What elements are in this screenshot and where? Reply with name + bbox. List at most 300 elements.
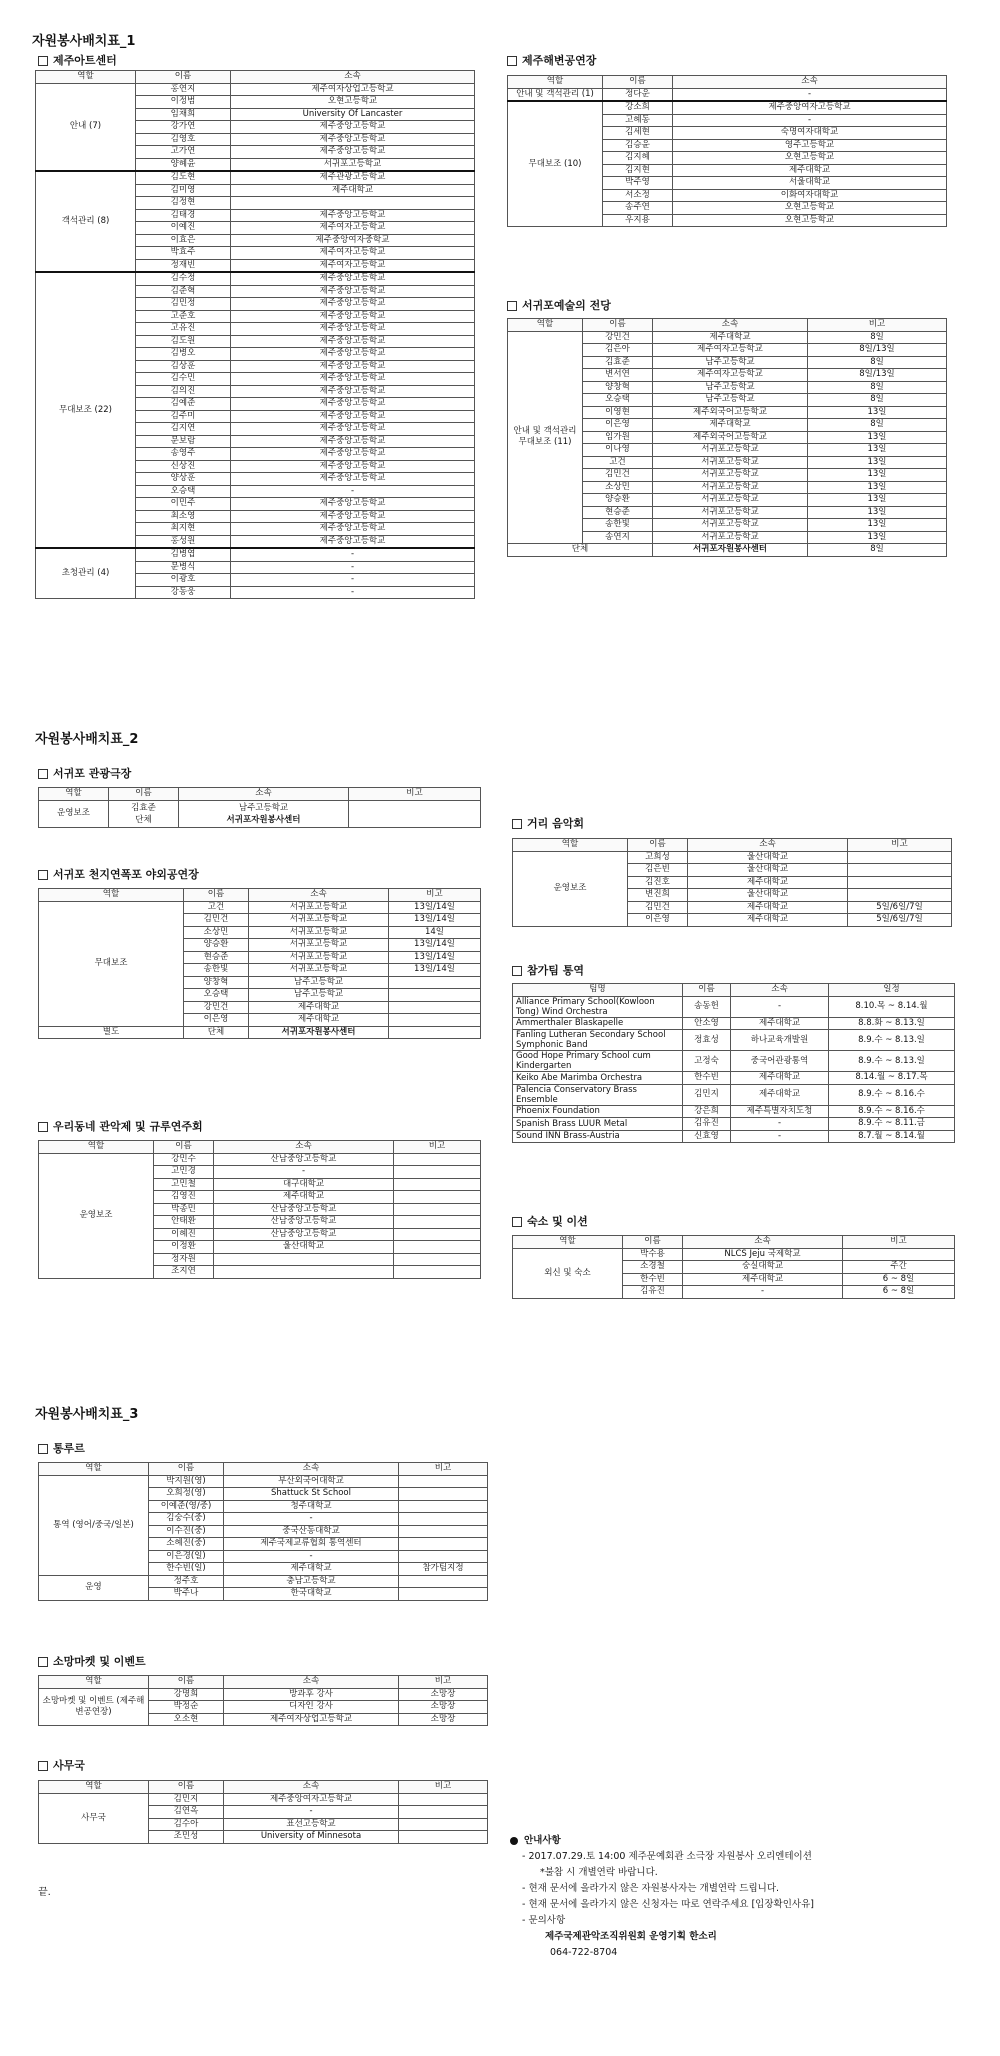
table-cell: 서귀포고등학교 <box>249 951 389 964</box>
table-cell: 울산대학교 <box>688 851 848 864</box>
table-row <box>513 1248 955 1261</box>
table-cell: 제주여자상업고등학교 <box>224 1713 399 1726</box>
cell-affil: 서울대학교 <box>673 177 947 190</box>
table-cell: - <box>731 1118 829 1131</box>
cell-role: 안내 및 객석관리 무대보조 (11) <box>508 331 583 544</box>
cell-name: 김승윤 <box>603 139 673 152</box>
cell-name: 김효준 단체 <box>109 800 179 827</box>
cell-name: 이은영 <box>628 914 688 927</box>
table-cell: 소망장 <box>399 1701 488 1714</box>
table-cell: 강은희 <box>683 1105 731 1118</box>
table-cell: 단체 <box>184 1026 249 1039</box>
section-title-lodging: 숙소 및 이션 <box>512 1213 588 1229</box>
table-cell: 14일 <box>389 926 481 939</box>
table-cell: 제주대학교 <box>683 1273 843 1286</box>
cell-role: 운영보조 <box>39 800 109 827</box>
checkbox-icon <box>512 819 522 829</box>
table-cheonjiyeon: 역할 이름 소속 비고 무대보조 고건 서귀포고등학교 13일/14일 김민건 서귀포고등학교 13일/14일 소상민 서귀포고등학교 14일 양승환 서귀포고등학교 13일/14일 현승준 서귀포고등학교 13일/14일 송한빛 서귀포고등학교 13일/14일 양창혁 남주고등학교 오승택 남주고등학교 강민건 제주대학교 이은영 제주대학교 별도 단체 서귀포자원봉사센터 <box>38 888 481 1039</box>
table-cell: 13일 <box>808 456 947 469</box>
cell-name: 김효준 <box>583 356 653 369</box>
cell-affil: 제주중앙고등학교 <box>231 373 475 386</box>
cell-affil: 제주여자고등학교 <box>231 247 475 260</box>
table-cell <box>399 1588 488 1601</box>
cell-role: 별도 <box>39 1026 184 1039</box>
cell-name: 고민경 <box>154 1166 214 1179</box>
table-cell: 제주국제교류협회 통역센터 <box>224 1538 399 1551</box>
cell-affil: 제주중앙고등학교 <box>231 498 475 511</box>
table-cell <box>848 889 952 902</box>
cell-name: 정자원 <box>154 1253 214 1266</box>
table-cell: 6 ~ 8일 <box>843 1286 955 1299</box>
cell-affil: 서귀포고등학교 <box>231 158 475 171</box>
table-cell: 제주외국어고등학교 <box>653 406 808 419</box>
cell-team: Ammerthaler Blaskapelle <box>513 1017 683 1030</box>
cell-affil <box>231 197 475 210</box>
cell-name: 현승준 <box>583 506 653 519</box>
table-cell: 8.9.수 ~ 8.11.금 <box>829 1118 955 1131</box>
table-cell: - <box>683 1286 843 1299</box>
cell-team: Sound INN Brass-Austria <box>513 1130 683 1143</box>
cell-name: 문보람 <box>136 435 231 448</box>
table-cell: 서귀포고등학교 <box>249 914 389 927</box>
cell-affil: 제주중앙고등학교 <box>231 272 475 285</box>
table-row <box>508 101 947 114</box>
cell-name: 양창혁 <box>184 976 249 989</box>
table-row <box>36 548 475 561</box>
cell-name: 김도원 <box>136 335 231 348</box>
checkbox-icon <box>507 301 517 311</box>
cell-name: 송한빛 <box>583 519 653 532</box>
cell-name: 오승택 <box>184 989 249 1002</box>
table-row <box>513 1130 955 1143</box>
heading-2: 자원봉사배치표_2 <box>35 732 139 747</box>
table-cell: 서귀포고등학교 <box>653 506 808 519</box>
table-cell: 8일 <box>808 356 947 369</box>
table-cell <box>389 1014 481 1027</box>
cell-name: 최지현 <box>136 523 231 536</box>
table-cell: 제주특별자치도청 <box>731 1105 829 1118</box>
table-cell: 서귀포고등학교 <box>249 926 389 939</box>
cell-name: 김준혁 <box>136 285 231 298</box>
table-cell: 8.7.월 ~ 8.14.월 <box>829 1130 955 1143</box>
table-cell: 소망장 <box>399 1688 488 1701</box>
cell-name: 강명희 <box>149 1688 224 1701</box>
cell-name: 고혜동 <box>603 114 673 127</box>
table-row <box>36 83 475 96</box>
table-cell: 신효영 <box>683 1130 731 1143</box>
cell-name: 이수진(중) <box>149 1525 224 1538</box>
cell-name: 문병식 <box>136 561 231 574</box>
notice-line: - 2017.07.29.토 14:00 제주문예회관 소극장 자원봉사 오리엔테이션 <box>522 1851 812 1862</box>
checkbox-icon <box>38 1122 48 1132</box>
table-cell: 제주대학교 <box>653 419 808 432</box>
table-cell <box>399 1538 488 1551</box>
cell-name: 김유진 <box>623 1286 683 1299</box>
table-cell <box>394 1178 481 1191</box>
checkbox-icon <box>38 1761 48 1771</box>
cell-name: 양혜윤 <box>136 158 231 171</box>
table-cell: 산남중앙고등학교 <box>214 1216 394 1229</box>
table-cell <box>399 1488 488 1501</box>
cell-name: 강민건 <box>184 1001 249 1014</box>
checkbox-icon <box>507 56 517 66</box>
table-cell: 13일/14일 <box>389 951 481 964</box>
cell-name: 박주영 <box>603 177 673 190</box>
cell-name: 강가연 <box>136 121 231 134</box>
cell-name: 현승준 <box>184 951 249 964</box>
notice-line: *불참 시 개별연락 바랍니다. <box>540 1867 658 1878</box>
table-cell <box>399 1513 488 1526</box>
cell-affil: 제주중앙고등학교 <box>231 323 475 336</box>
table-row <box>513 1105 955 1118</box>
cell-name: 강동웅 <box>136 586 231 599</box>
cell-affil: 제주중앙여자중학교 <box>231 234 475 247</box>
cell-name: 김주미 <box>136 410 231 423</box>
table-cell: 산남중앙고등학교 <box>214 1228 394 1241</box>
cell-name: 이예준(영/중) <box>149 1500 224 1513</box>
cell-team: Palencia Conservatory Brass Ensemble <box>513 1084 683 1105</box>
cell-name: 강민수 <box>154 1153 214 1166</box>
cell-affil: 오현고등학교 <box>673 202 947 215</box>
cell-name: 양창혁 <box>583 381 653 394</box>
table-cell: 산남중앙고등학교 <box>214 1153 394 1166</box>
table-cell: - <box>214 1166 394 1179</box>
notice-block <box>510 1833 814 1961</box>
table-cell <box>394 1166 481 1179</box>
table-cell: 13일 <box>808 444 947 457</box>
cell-name: 홍성원 <box>136 535 231 548</box>
cell-name: 이은경(일) <box>149 1550 224 1563</box>
table-cell: 서귀포고등학교 <box>249 901 389 914</box>
notice-line: - 현재 문서에 올라가지 않은 자원봉사자는 개별연락 드립니다. <box>522 1883 780 1894</box>
cell-name: 김지혜 <box>603 152 673 165</box>
table-cell <box>394 1253 481 1266</box>
cell-affil: 제주중앙고등학교 <box>231 535 475 548</box>
cell-name: 서소정 <box>603 189 673 202</box>
cell-name: 한수빈 <box>623 1273 683 1286</box>
table-cell: 8일 <box>808 394 947 407</box>
table-cell: 제주대학교 <box>688 876 848 889</box>
table-cell <box>399 1806 488 1819</box>
cell-name: 박주나 <box>149 1588 224 1601</box>
table-cell: - <box>731 1130 829 1143</box>
cell-role: 초청관리 (4) <box>36 548 136 599</box>
table-cell: 제주여자고등학교 <box>653 344 808 357</box>
cell-name: 양상훈 <box>136 473 231 486</box>
table-cell <box>399 1575 488 1588</box>
cell-name: 김진호 <box>628 876 688 889</box>
table-row <box>39 1575 488 1588</box>
table-cell: 김유진 <box>683 1118 731 1131</box>
cell-affil: 제주중앙고등학교 <box>231 423 475 436</box>
table-cell: 8.9.수 ~ 8.16.수 <box>829 1084 955 1105</box>
cell-name: 고건 <box>184 901 249 914</box>
table-cell: 8.10.목 ~ 8.14.월 <box>829 996 955 1017</box>
table-cell: 제주대학교 <box>653 331 808 344</box>
cell-affil: 제주중앙고등학교 <box>231 209 475 222</box>
cell-name: 박수용 <box>623 1248 683 1261</box>
cell-affil: University Of Lancaster <box>231 108 475 121</box>
section-title-beach-stage: 제주해변공연장 <box>507 52 596 68</box>
table-office: 역할 이름 소속 비고 사무국 김민지 제주중앙여자고등학교 김연옥 - 김수아 표선고등학교 조민성 University of Minnesota <box>38 1780 488 1844</box>
table-row <box>513 996 955 1017</box>
table-cell: 6 ~ 8일 <box>843 1273 955 1286</box>
cell-name: 박종민 <box>154 1203 214 1216</box>
table-row <box>513 1072 955 1085</box>
cell-affil: 제주중앙고등학교 <box>231 473 475 486</box>
cell-name: 우지용 <box>603 214 673 227</box>
cell-affil: 제주관광고등학교 <box>231 171 475 184</box>
table-cell: 13일/14일 <box>389 964 481 977</box>
cell-name: 김도현 <box>136 171 231 184</box>
cell-role: 소망마켓 및 이벤트 (제주해변공연장) <box>39 1688 149 1726</box>
notice-contact: 제주국제관악조직위원회 운영기획 한소리 <box>545 1931 717 1942</box>
notice-title: 안내사항 <box>524 1835 561 1846</box>
cell-name: 김의진 <box>136 385 231 398</box>
table-cell: 5일/6일/7일 <box>848 901 952 914</box>
table-cell: 중국산동대학교 <box>224 1525 399 1538</box>
table-cell: 제주대학교 <box>688 901 848 914</box>
section-title-arts-hall: 서귀포예술의 전당 <box>507 297 611 313</box>
cell-affil: 제주중앙고등학교 <box>231 121 475 134</box>
cell-affil: 제주중앙여자고등학교 <box>673 101 947 114</box>
cell-name: 김세현 <box>603 127 673 140</box>
cell-affil: 제주중앙고등학교 <box>231 435 475 448</box>
cell-affil: 제주중앙고등학교 <box>231 398 475 411</box>
cell-name: 김태경 <box>136 209 231 222</box>
cell-name: 오소현 <box>149 1713 224 1726</box>
cell-affil: - <box>231 485 475 498</box>
checkbox-icon <box>38 769 48 779</box>
cell-affil: 제주중앙고등학교 <box>231 460 475 473</box>
cell-affil: - <box>673 88 947 101</box>
cell-name: 김민건 <box>628 901 688 914</box>
cell-name: 김수정 <box>136 272 231 285</box>
table-cell: 제주대학교 <box>249 1014 389 1027</box>
table-cell <box>214 1253 394 1266</box>
table-cell: 대구대학교 <box>214 1178 394 1191</box>
table-cell: 8일 <box>808 381 947 394</box>
cell-name: 박정순 <box>149 1701 224 1714</box>
cell-name: 김지연 <box>136 423 231 436</box>
table-cell <box>843 1248 955 1261</box>
cell-team: Keiko Abe Marimba Orchestra <box>513 1072 683 1085</box>
table-tourist-theater: 역할 이름 소속 비고 운영보조 김효준 단체 남주고등학교 서귀포자원봉사센터 <box>38 787 481 828</box>
table-cell: 중국어관광통역 <box>731 1051 829 1072</box>
table-row <box>39 1153 481 1166</box>
table-cell <box>848 876 952 889</box>
table-row <box>508 331 947 344</box>
cell-affil: - <box>231 561 475 574</box>
cell-affil: 제주중앙고등학교 <box>231 298 475 311</box>
table-cell: 5일/6일/7일 <box>848 914 952 927</box>
cell-name: 고희성 <box>628 851 688 864</box>
table-cell: 남주고등학교 <box>653 381 808 394</box>
cell-name: 김상훈 <box>136 360 231 373</box>
table-cell: 서귀포고등학교 <box>653 444 808 457</box>
cell-name: 조지연 <box>154 1266 214 1279</box>
table-cell: 한국대학교 <box>224 1588 399 1601</box>
cell-name: 이은영 <box>184 1014 249 1027</box>
cell-affil: 제주중앙고등학교 <box>231 133 475 146</box>
table-row <box>39 1793 488 1806</box>
table-cell: 남주고등학교 <box>653 394 808 407</box>
cell-role: 객석관리 (8) <box>36 171 136 272</box>
cell-name: 안태환 <box>154 1216 214 1229</box>
cell-name: 조민성 <box>149 1831 224 1844</box>
cell-name: 이영현 <box>583 406 653 419</box>
table-cell: 디자인 강사 <box>224 1701 399 1714</box>
table-cell: 제주대학교 <box>688 914 848 927</box>
table-interpreters: 역할 이름 소속 비고 통역 (영어/중국/일본) 박지원(영) 부산외국어대학교 오희정(영) Shattuck St School 이예준(영/중) 청주대학교 김숭수(중) - 이수진(중) 중국산동대학교 소혜진(중) 제주국제교류협회 통역센터 이은경(일) - 한수빈(일) 제주대학교 참가팀지정 운영 정주호 충남고등학교 박주나 한국대학교 <box>38 1462 488 1601</box>
checkbox-icon <box>38 1657 48 1667</box>
table-interpretation: 팀명 이름 소속 일정 Alliance Primary School(Kowloon Tong) Wind Orchestra 송동헌 - 8.10.목 ~ 8.14.월 Ammerthaler Blaskapelle 안소영 제주대학교 8.8.화 ~ 8.13.일 Fanling Lutheran Secondary School Symphonic Band 정효성 하나교육개발원 8.9.수 ~ 8.13.일 Good Hope Primary School cum Kindergarten 고정숙 중국어관광통역 8.9.수 ~ 8.13.일 Keiko Abe Marimba Orchestra 한수빈 제주대학교 8.14.월 ~ 8.17.목 Palencia Conservatory Brass Ensemble 김민지 제주대학교 8.9.수 ~ 8.16.수 Phoenix Foundation 강은희 제주특별자치도청 8.9.수 ~ 8.16.수 Spanish Brass LUUR Metal 김유진 - 8.9.수 ~ 8.11.금 Sound INN Brass-Austria 신효영 - 8.7.월 ~ 8.14.월 <box>512 983 955 1143</box>
cell-role: 무대보조 (10) <box>508 101 603 227</box>
table-row <box>39 1475 488 1488</box>
cell-name: 김병오 <box>136 348 231 361</box>
table-cell: 8.9.수 ~ 8.13.일 <box>829 1030 955 1051</box>
cell-name: 송한빛 <box>184 964 249 977</box>
table-row <box>508 544 947 557</box>
cell-affil: 제주중앙고등학교 <box>231 510 475 523</box>
table-cell: 제주대학교 <box>731 1017 829 1030</box>
table-row <box>39 1026 481 1039</box>
cell-affil: - <box>231 548 475 561</box>
checkbox-icon <box>38 870 48 880</box>
cell-name: 송연지 <box>583 531 653 544</box>
cell-name: 한수빈(일) <box>149 1563 224 1576</box>
cell-name: 고민철 <box>154 1178 214 1191</box>
table-cell: 남주고등학교 <box>249 976 389 989</box>
cell-name: 소상민 <box>184 926 249 939</box>
checkbox-icon <box>512 966 522 976</box>
cell-name: 김정현 <box>136 197 231 210</box>
cell-affil: 오현고등학교 <box>231 96 475 109</box>
table-cell <box>399 1831 488 1844</box>
cell-affil: 제주중앙고등학교 <box>231 410 475 423</box>
table-row <box>39 1688 488 1701</box>
table-cell: 13일 <box>808 531 947 544</box>
cell-name: 정다운 <box>603 88 673 101</box>
cell-name: 소혜진(중) <box>149 1538 224 1551</box>
table-cell <box>399 1550 488 1563</box>
table-cell <box>389 976 481 989</box>
table-cell: 서귀포고등학교 <box>653 531 808 544</box>
table-cell: - <box>731 996 829 1017</box>
table-cell <box>399 1525 488 1538</box>
table-cell: 8일/13일 <box>808 344 947 357</box>
table-cell: NLCS Jeju 국제학교 <box>683 1248 843 1261</box>
cell-name: 변서연 <box>583 369 653 382</box>
table-cell: 서귀포고등학교 <box>249 964 389 977</box>
cell-role: 무대보조 <box>39 901 184 1026</box>
table-cell: 서귀포고등학교 <box>653 481 808 494</box>
end-mark: 끝. <box>38 1887 51 1898</box>
table-cell: 제주대학교 <box>731 1072 829 1085</box>
cell-affil: 제주중앙고등학교 <box>231 448 475 461</box>
table-cell: 울산대학교 <box>688 889 848 902</box>
table-row <box>513 1084 955 1105</box>
cell-name: 김민건 <box>583 469 653 482</box>
cell-name: 김연옥 <box>149 1806 224 1819</box>
table-cell: 김민지 <box>683 1084 731 1105</box>
cell-role: 단체 <box>508 544 653 557</box>
table-cell: 8.8.화 ~ 8.13.일 <box>829 1017 955 1030</box>
table-cell: - <box>224 1806 399 1819</box>
cell-name: 정재빈 <box>136 259 231 272</box>
cell-name: 강민건 <box>583 331 653 344</box>
cell-name: 김미영 <box>136 184 231 197</box>
table-beach-stage: 역할 이름 소속 안내 및 객석관리 (1) 정다운 - 무대보조 (10) 강소희 제주중앙여자고등학교 고혜동 - 김세현 숙명여자대학교 김승윤 영주고등학교 김지혜 오현고등학교 김지현 제주대학교 박주영 서울대학교 서소정 이화여자대학교 송주연 오현고등학교 우지용 오현고등학교 <box>507 75 947 227</box>
table-cell: 13일 <box>808 431 947 444</box>
cell-team: Alliance Primary School(Kowloon Tong) Wind Orchestra <box>513 996 683 1017</box>
table-cell: - <box>224 1550 399 1563</box>
cell-name: 김수민 <box>136 373 231 386</box>
table-cell: 남주고등학교 <box>653 356 808 369</box>
cell-affil: 숙명여자대학교 <box>673 127 947 140</box>
table-cell: 제주대학교 <box>224 1563 399 1576</box>
cell-name: 김수아 <box>149 1818 224 1831</box>
table-cell <box>399 1500 488 1513</box>
cell-affil: 제주중앙고등학교 <box>231 348 475 361</box>
table-cell: 서귀포고등학교 <box>653 494 808 507</box>
checkbox-icon <box>512 1217 522 1227</box>
table-cell: - <box>224 1513 399 1526</box>
cell-affil: 오현고등학교 <box>673 152 947 165</box>
heading-3: 자원봉사배치표_3 <box>35 1407 139 1422</box>
table-cell: 참가팀지정 <box>399 1563 488 1576</box>
cell-role: 사무국 <box>39 1793 149 1843</box>
table-cell <box>389 989 481 1002</box>
section-title-art-center: 제주아트센터 <box>38 52 117 68</box>
table-cell: 청주대학교 <box>224 1500 399 1513</box>
section-title-interpreters: 통루르 <box>38 1440 85 1456</box>
table-cell: 소망장 <box>399 1713 488 1726</box>
table-cell: 13일 <box>808 519 947 532</box>
table-cell: 고정숙 <box>683 1051 731 1072</box>
table-cell <box>394 1228 481 1241</box>
table-cell: 8일 <box>808 419 947 432</box>
section-title-market: 소망마켓 및 이벤트 <box>38 1653 146 1669</box>
cell-name: 임채희 <box>136 108 231 121</box>
cell-affil: 제주중앙고등학교 <box>231 360 475 373</box>
table-cell: 13일 <box>808 494 947 507</box>
cell-name: 이예진 <box>136 222 231 235</box>
table-cell: 제주대학교 <box>249 1001 389 1014</box>
table-lodging: 역할 이름 소속 비고 외신 및 숙소 박수용 NLCS Jeju 국제학교 소경철 숭실대학교 주간 한수빈 제주대학교 6 ~ 8일 김유진 - 6 ~ 8일 <box>512 1235 955 1299</box>
cell-affil: - <box>231 586 475 599</box>
table-cell: Shattuck St School <box>224 1488 399 1501</box>
cell-name: 이정범 <box>136 96 231 109</box>
table-cell: 주간 <box>843 1261 955 1274</box>
cell-name: 고유진 <box>136 323 231 336</box>
table-cell: 제주여자고등학교 <box>653 369 808 382</box>
cell-name: 이광호 <box>136 574 231 587</box>
table-cell: 8일/13일 <box>808 369 947 382</box>
table-cell: 남주고등학교 <box>249 989 389 1002</box>
table-cell: 숭실대학교 <box>683 1261 843 1274</box>
table-cell: 서귀포자원봉사센터 <box>653 544 808 557</box>
table-cell: 서귀포고등학교 <box>653 519 808 532</box>
cell-name: 김병엽 <box>136 548 231 561</box>
cell-affil: 이화여자대학교 <box>673 189 947 202</box>
cell-role: 통역 (영어/중국/일본) <box>39 1475 149 1575</box>
table-art-center: 역할 이름 소속 안내 (7) 홍연지 제주여자상업고등학교 이정범 오현고등학교 임채희 University Of Lancaster 강가연 제주중앙고등학교 김영호 제주중앙고등학교 고가연 제주중앙고등학교 양혜윤 서귀포고등학교 객석관리 (8) 김도현 제주관광고등학교 김미영 제주대학교 김정현 김태경 제주중앙고등학교 이예진 제주여자고등학교 이효은 제주중앙여자중학교 박효주 제주여자고등학교 정재빈 제주여자고등학교 무대보조 (22) 김수정 제주중앙고등학교 김준혁 제주중앙고등학교 김민정 제주중앙고등학교 고준호 제주중앙고등학교 고유진 제주중앙고등학교 김도원 제주중앙고등학교 김병오 제주중앙고등학교 김상훈 제주중앙고등학교 김수민 제주중앙고등학교 김의진 제주중앙고등학교 김예준 제주중앙고등학교 김주미 제주중앙고등학교 김지연 제주중앙고등학교 문보람 제주중앙고등학교 송영주 제주중앙고등학교 신상진 제주중앙고등학교 양상훈 제주중앙고등학교 오승택 - 이민주 제주중앙고등학교 최소영 제주중앙고등학교 최지현 제주중앙고등학교 홍성원 제주중앙고등학교 초청관리 (4) 김병엽 - 문병식 - 이광호 - 강동웅 - <box>35 70 475 599</box>
cell-role: 운영보조 <box>513 851 628 926</box>
table-cell: 제주대학교 <box>214 1191 394 1204</box>
cell-name: 송영주 <box>136 448 231 461</box>
table-cell: 울산대학교 <box>214 1241 394 1254</box>
